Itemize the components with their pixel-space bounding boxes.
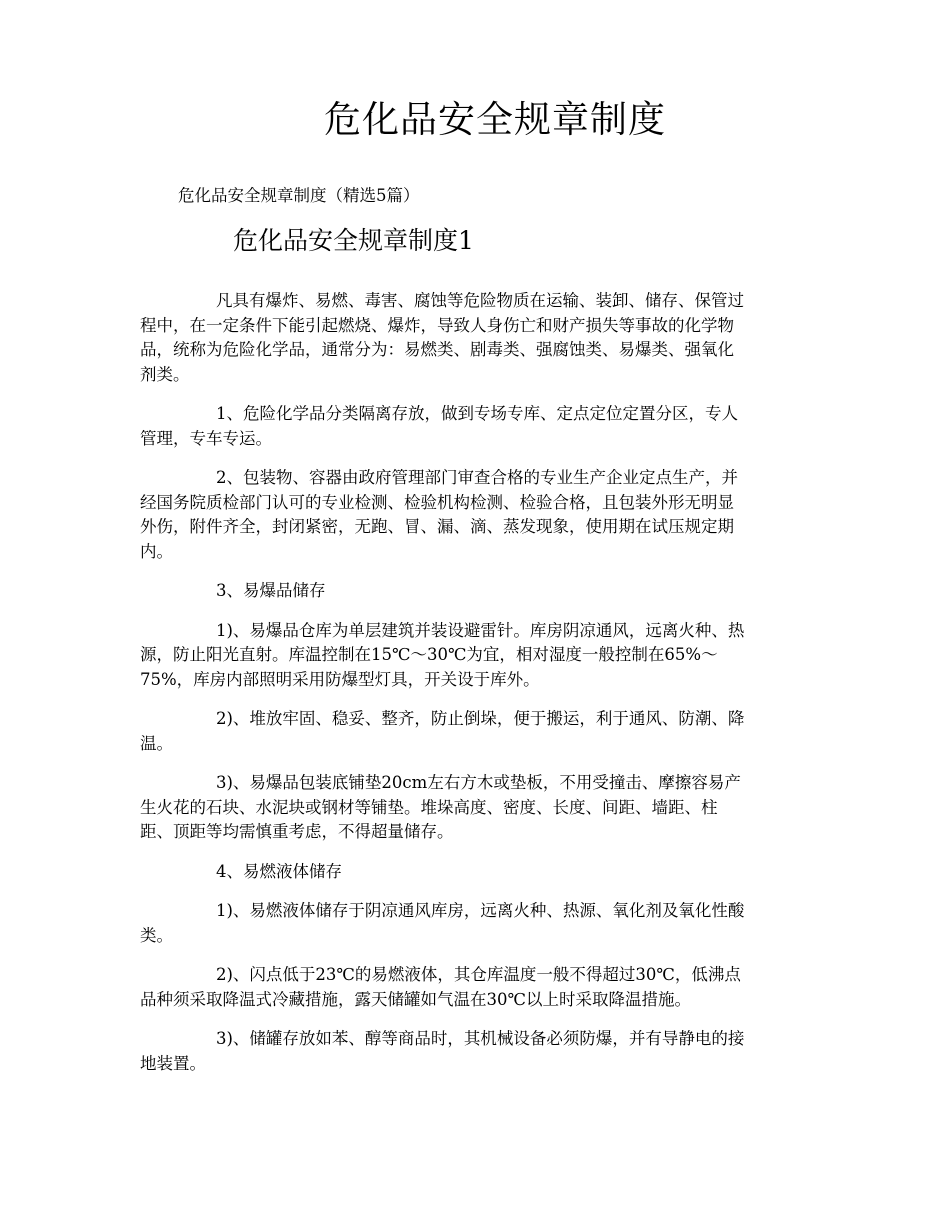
paragraph-line: 生火花的石块、水泥块或钢材等铺垫。堆垛高度、密度、长度、间距、墙距、柱 — [140, 797, 718, 817]
paragraph-line: 4、易燃液体储存 — [216, 861, 342, 881]
paragraph — [140, 963, 816, 1012]
paragraph — [140, 860, 816, 885]
paragraph-line: 剂类。 — [140, 364, 190, 384]
paragraph-line: 1、危险化学品分类隔离存放，做到专场专库、定点定位定置分区，专人 — [216, 404, 738, 423]
paragraph-line: 类。 — [140, 925, 173, 945]
paragraph — [140, 289, 816, 387]
paragraph-line: 1)、易燃液体储存于阴凉通风库房，远离火种、热源、氧化剂及氧化性酸 — [216, 901, 745, 920]
paragraph — [140, 619, 816, 693]
paragraph-line: 3)、储罐存放如苯、醇等商品时，其机械设备必须防爆，并有导静电的接 — [216, 1029, 745, 1048]
paragraph — [140, 466, 816, 564]
paragraph-line: 温。 — [140, 733, 173, 753]
paragraph — [140, 579, 816, 604]
paragraph-line: 内。 — [140, 541, 173, 561]
paragraph-line: 凡具有爆炸、易燃、毒害、腐蚀等危险物质在运输、装卸、储存、保管过 — [216, 291, 744, 310]
paragraph-line: 经国务院质检部门认可的专业检测、检验机构检测、检验合格，且包装外形无明显 — [140, 492, 734, 512]
paragraph-line: 2、包装物、容器由政府管理部门审查合格的专业生产企业定点生产，并 — [216, 468, 738, 487]
paragraph-line: 3)、易爆品包装底铺垫20cm左右方木或垫板，不用受撞击、摩擦容易产 — [216, 773, 741, 792]
document-subtitle: 危化品安全规章制度（精选5篇） — [178, 186, 420, 205]
document-body — [140, 289, 816, 1091]
paragraph-line: 管理，专车专运。 — [140, 428, 272, 448]
paragraph-line: 2)、闪点低于23℃的易燃液体，其仓库温度一般不得超过30℃，低沸点 — [216, 965, 741, 984]
paragraph-line: 品，统称为危险化学品，通常分为：易燃类、剧毒类、强腐蚀类、易爆类、强氧化 — [140, 340, 734, 359]
paragraph-line: 距、顶距等均需慎重考虑，不得超量储存。 — [140, 822, 454, 841]
page-title: 危化品安全规章制度 — [324, 98, 666, 141]
paragraph — [140, 402, 816, 451]
section-title: 危化品安全规章制度1 — [233, 226, 474, 255]
paragraph-line: 外伤，附件齐全，封闭紧密，无跑、冒、漏、滴、蒸发现象，使用期在试压规定期 — [140, 517, 734, 536]
paragraph — [140, 1027, 816, 1076]
paragraph-line: 75%，库房内部照明采用防爆型灯具，开关设于库外。 — [140, 669, 540, 689]
paragraph-line: 2)、堆放牢固、稳妥、整齐，防止倒垛，便于搬运，利于通风、防潮、降 — [216, 709, 745, 728]
paragraph — [140, 899, 816, 948]
paragraph — [140, 771, 816, 845]
paragraph-line: 地装置。 — [140, 1053, 206, 1073]
paragraph-line: 1)、易爆品仓库为单层建筑并装设避雷针。库房阴凉通风，远离火种、热 — [216, 620, 745, 640]
paragraph-line: 品种须采取降温式冷藏措施，露天储罐如气温在30℃以上时采取降温措施。 — [140, 989, 691, 1009]
paragraph — [140, 707, 816, 756]
paragraph-line: 3、易爆品储存 — [216, 581, 326, 600]
paragraph-line: 程中，在一定条件下能引起燃烧、爆炸，导致人身伤亡和财产损失等事故的化学物 — [140, 315, 734, 335]
paragraph-line: 源，防止阳光直射。库温控制在15℃～30℃为宜，相对湿度一般控制在65%～ — [140, 645, 718, 664]
